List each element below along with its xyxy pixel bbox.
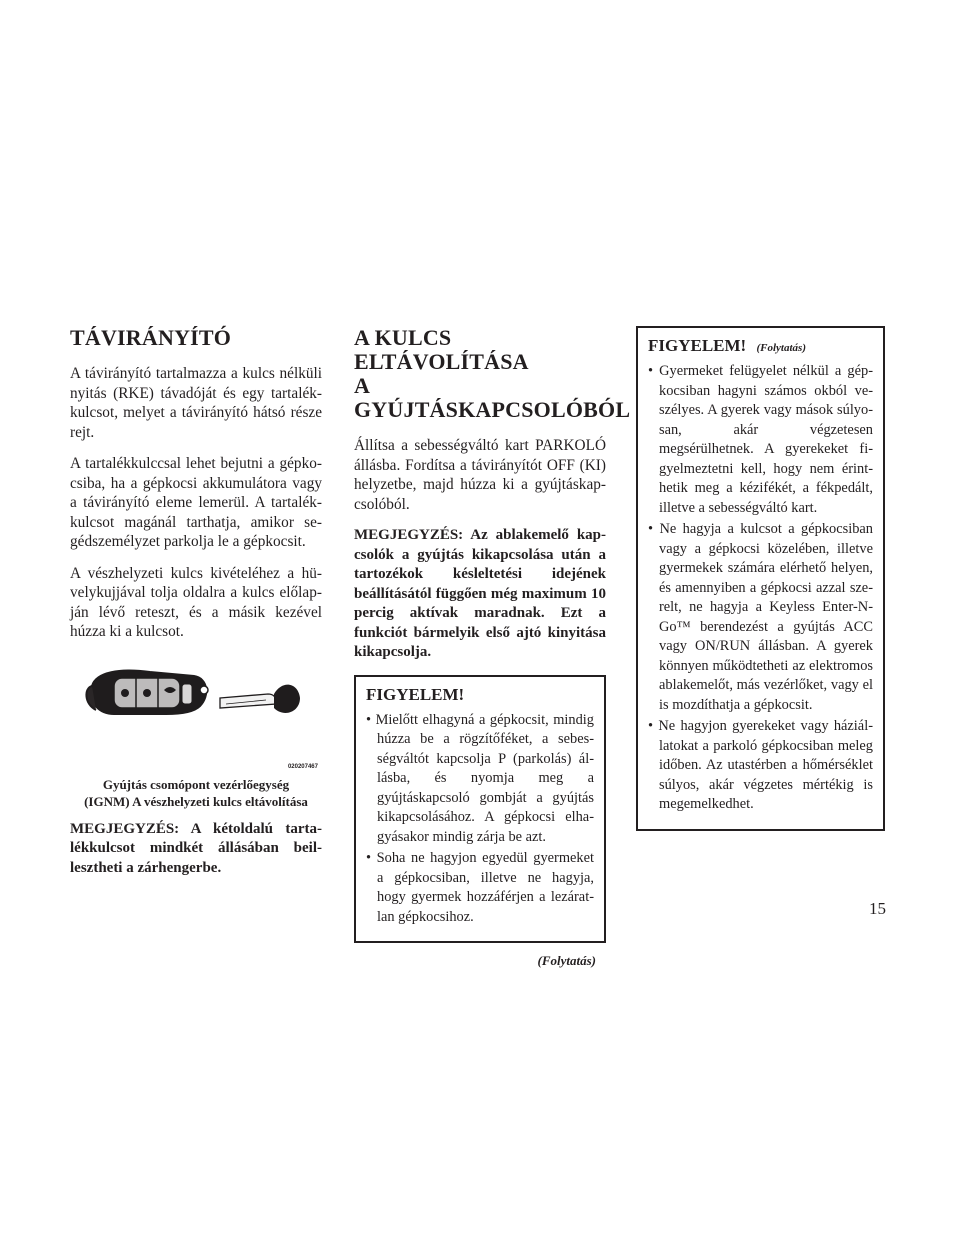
section-heading-key-removal bbox=[354, 325, 631, 422]
paragraph: A távirányító tartalmazza a kulcs nélküli nyitás (RKE) távadóját és egy tartalékkulcsot, melyet a távirányító hátsó része rejt. bbox=[70, 365, 322, 441]
warning-list bbox=[648, 362, 873, 815]
paragraph: A vészhelyzeti kulcs kivételéhez a hüvelykujjával tolja oldalra a kulcs előlapján lévő reteszt, és a másik kezével húzza ki a kulcsot. bbox=[70, 564, 322, 640]
heading-line: A KULCS ELTÁVOLÍTÁSA bbox=[354, 325, 529, 374]
key-fob-illustration bbox=[70, 654, 322, 774]
note-paragraph: MEGJEGYZÉS: A kétoldalú tartalékkulcsot mindkét állásában beillesztheti a zárhengerbe. bbox=[70, 820, 322, 876]
heading-line: A bbox=[354, 373, 371, 398]
warning-item: • Ne hagyjon gyerekeket vagy háziállatokat a parkoló gépkocsiban meleg időben. Az utastérben a hőmérséklet súlyos, akár végzetes mértékig is megemelkedhet. bbox=[648, 718, 873, 812]
warning-title-text: FIGYELEM! bbox=[648, 336, 747, 355]
warning-list bbox=[366, 711, 594, 928]
warning-continued-label: (Folytatás) bbox=[756, 342, 806, 354]
caption-line: (IGNM) A vészhelyzeti kulcs eltávolítása bbox=[84, 793, 308, 809]
warning-item: • Gyermeket felügyelet nélkül a gépkocsiban hagyni számos okból veszélyes. A gyerek vagy mások súlyosan, akár végzetesen megsérülhetnek. A gyerekeket figyelmeztetni kell, hogy nem érinthetik meg a kézifékét, a fékpedált, illetve a sebességváltó kart. bbox=[648, 363, 873, 516]
key-fob-icon bbox=[70, 654, 322, 764]
page-number: 15 bbox=[869, 899, 886, 918]
column-right bbox=[636, 326, 885, 831]
section-heading-remote: TÁVIRÁNYÍTÓ bbox=[70, 325, 232, 350]
heading-line: GYÚJTÁSKAPCSOLÓBÓL bbox=[354, 397, 631, 422]
warning-title: FIGYELEM! bbox=[366, 684, 465, 704]
warning-box-continued bbox=[636, 326, 885, 831]
warning-title bbox=[648, 336, 873, 356]
warning-box bbox=[354, 675, 606, 944]
figure-caption bbox=[70, 776, 322, 810]
warning-item: • Ne hagyja a kulcsot a gépkocsiban vagy a gépkocsi közelében, illetve gyermekek számára elérhető helyen, és amennyiben a gépkocsi azzal szerelt, ne hagyja a Keyless Enter-N-Go™ berendezést a gyújtás ACC vagy ON/RUN állásban. A gyerek könnyen működtetheti az elektromos ablakemelőt, más vezérlőket, vagy el is mozdíthatja a gépkocsit. bbox=[648, 521, 873, 713]
continued-label: (Folytatás) bbox=[537, 953, 596, 968]
warning-item: • Soha ne hagyjon egyedül gyermeket a gépkocsiban, illetve ne hagyja, hogy gyermek hozzáférjen a lezáratlan gépkocsihoz. bbox=[366, 850, 594, 925]
note-paragraph: MEGJEGYZÉS: Az ablakemelő kapcsolók a gyújtás kikapcsolása után a tartozékok késleltetési idejének beállításától függően még maximum 10 percig aktívak maradnak. Ezt a funkciót bármelyik első ajtó kinyitása kikapcsolja. bbox=[354, 527, 606, 660]
paragraph: A tartalékkulccsal lehet bejutni a gépkocsiba, ha a gépkocsi akkumulátora vagy a távirányító eleme lemerül. A tartalékkulcsot magánál tarthatja, amikor segédszemélyzet parkolja le a gépkocsit. bbox=[70, 455, 322, 550]
paragraph: Állítsa a sebességváltó kart PARKOLÓ állásba. Fordítsa a távirányítót OFF (KI) helyzetbe, majd húzza ki a gyújtáskapcsolóból. bbox=[354, 437, 606, 513]
column-middle bbox=[354, 325, 631, 969]
column-left bbox=[70, 326, 322, 890]
caption-line: Gyújtás csomópont vezérlőegység bbox=[102, 776, 290, 792]
warning-item: • Mielőtt elhagyná a gépkocsit, mindig húzza be a rögzítőféket, a sebességváltót kapcsolja P (parkolás) állásba, és nyomja meg a gyújtáskapcsoló gombját a gyújtás kikapcsolásához. A gépkocsi elhagyásakor mindig zárja be azt. bbox=[366, 711, 594, 845]
figure-code: 020207467 bbox=[287, 763, 318, 770]
